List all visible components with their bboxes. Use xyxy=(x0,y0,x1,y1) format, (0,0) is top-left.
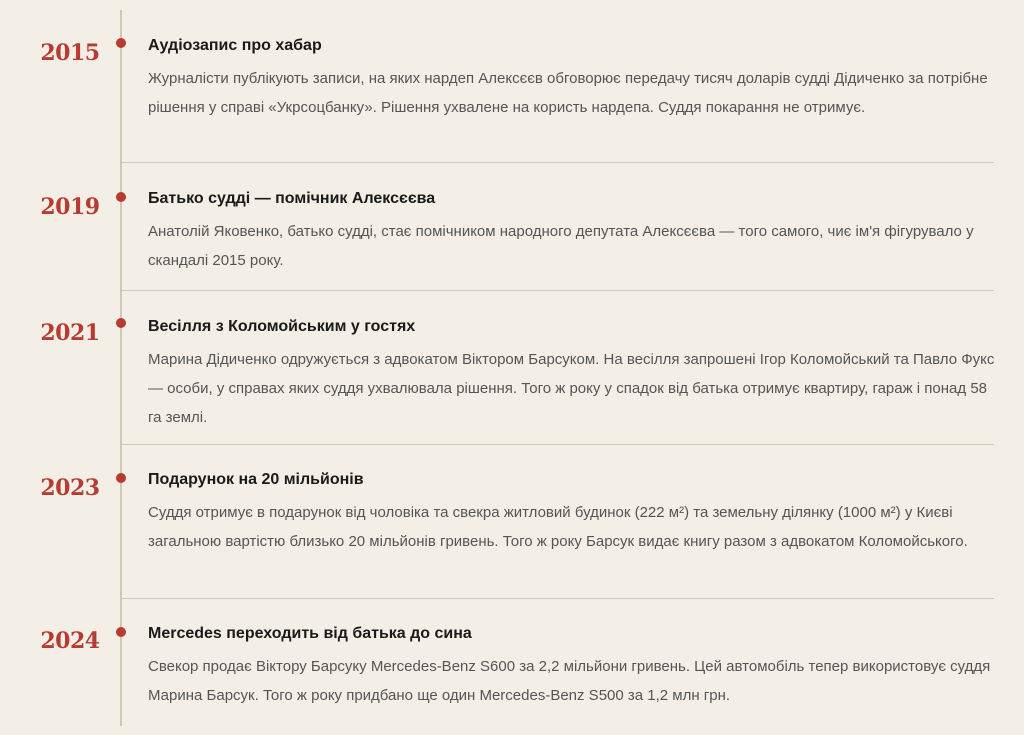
entry-text: Журналісти публікують записи, на яких нардеп Алексєєв обговорює передачу тисяч доларів судді Дідиченко за потрібне рішення у справі «Укрсоцбанку». Рішення ухвалене на користь нардепа. Суддя покарання не отримує. xyxy=(148,70,988,116)
entry-title: Подарунок на 20 мільйонів xyxy=(148,471,364,488)
entry-divider xyxy=(121,598,994,599)
entry-text: Суддя отримує в подарунок від чоловіка та свекра житловий будинок (222 м²) та земельну ділянку (1000 м²) у Києві загальною вартістю близько 20 мільйонів гривень. Того ж року Барсук видає книгу разом з адвокатом Коломойського. xyxy=(148,504,968,550)
timeline-dot xyxy=(116,627,126,637)
entry-text: Свекор продає Віктору Барсуку Mercedes-Benz S600 за 2,2 мільйони гривень. Цей автомобіль тепер використовує суддя Марина Барсук. Того ж року придбано ще один Mercedes-Benz S500 за 1,2 млн грн. xyxy=(148,658,991,704)
entry-text: Анатолій Яковенко, батько судді, стає помічником народного депутата Алексєєва — того самого, чиє ім'я фігурувало у скандалі 2015 року. xyxy=(148,223,974,269)
entry-title: Весілля з Коломойським у гостях xyxy=(148,318,416,335)
entry-year: 2019 xyxy=(40,194,100,220)
entry-title: Аудіозапис про хабар xyxy=(148,37,322,54)
entry-divider xyxy=(121,162,994,163)
entry-year: 2024 xyxy=(40,628,100,654)
timeline-dot xyxy=(116,473,126,483)
entry-year: 2023 xyxy=(40,475,100,501)
entry-title: Батько судді — помічник Алексєєва xyxy=(148,190,436,207)
entry-title: Mercedes переходить від батька до сина xyxy=(148,625,472,642)
entry-text: Марина Дідиченко одружується з адвокатом Віктором Барсуком. На весілля запрошені Ігор Коломойський та Павло Фукс — особи, у справах яких суддя ухвалювала рішення. Того ж року у спадок від батька отримує квартиру, гараж і понад 58 га землі. xyxy=(148,351,995,426)
entry-divider xyxy=(121,444,994,445)
timeline-dot xyxy=(116,318,126,328)
entry-year: 2015 xyxy=(40,40,100,66)
timeline-axis xyxy=(120,10,122,726)
timeline-dot xyxy=(116,38,126,48)
entry-year: 2021 xyxy=(40,320,100,346)
timeline-dot xyxy=(116,192,126,202)
entry-divider xyxy=(121,290,994,291)
